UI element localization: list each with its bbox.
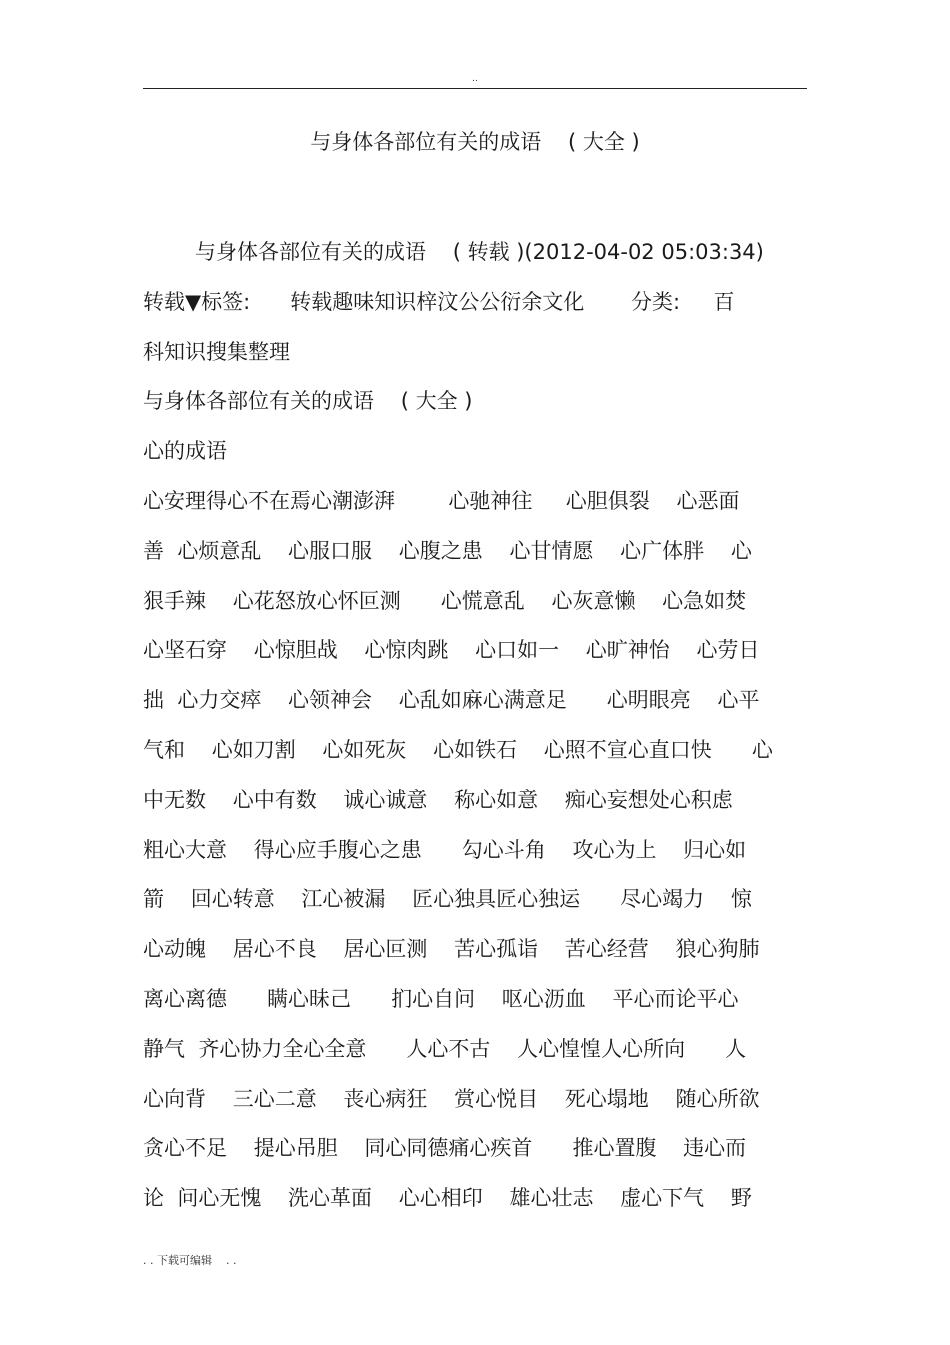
document-body — [143, 228, 793, 1224]
body-line: 静气 齐心协力全心全意 人心不古 人心惶惶人心所向 人 — [143, 1036, 747, 1061]
body-line: 心动魄 居心不良 居心叵测 苦心孤诣 苦心经营 狼心狗肺 — [143, 937, 760, 962]
body-line: 科知识搜集整理 — [143, 339, 290, 364]
section-heading: 心的成语 — [143, 439, 227, 464]
body-line: 箭 回心转意 江心被漏 匠心独具匠心独运 尽心竭力 惊 — [143, 887, 752, 912]
body-line: 离心离德 瞒心昧己 扪心自问 呕心沥血 平心而论平心 — [143, 986, 739, 1011]
document-title: 与身体各部位有关的成语 ( 大全 ) — [310, 130, 640, 154]
body-line: 气和 心如刀割 心如死灰 心如铁石 心照不宣心直口快 心 — [143, 737, 773, 762]
footer-mark: . . 下载可编辑 . . — [143, 1254, 237, 1267]
body-line: 贪心不足 提心吊胆 同心同德痛心疾首 推心置腹 违心而 — [143, 1136, 747, 1161]
body-line: 心安理得心不在焉心潮澎湃 心驰神往 心胆俱裂 心恶面 — [143, 488, 740, 513]
header-rule — [143, 88, 807, 89]
body-line: 粗心大意 得心应手腹心之患 勾心斗角 攻心为上 归心如 — [143, 837, 747, 862]
body-line: 善 心烦意乱 心服口服 心腹之患 心甘情愿 心广体胖 心 — [143, 538, 752, 563]
body-line: 转载▼标签: 转载趣味知识梓汶公公衍余文化 分类: 百 — [143, 289, 735, 314]
body-line: 与身体各部位有关的成语 ( 大全 ) — [143, 389, 473, 414]
body-line: 心向背 三心二意 丧心病狂 赏心悦目 死心塌地 随心所欲 — [143, 1086, 760, 1111]
body-line: 狠手辣 心花怒放心怀叵测 心慌意乱 心灰意懒 心急如焚 — [143, 588, 747, 613]
body-line: 与身体各部位有关的成语 ( 转载 )(2012-04-02 05:03:34) — [195, 240, 764, 264]
body-line: 中无数 心中有数 诚心诚意 称心如意 痴心妄想处心积虑 — [143, 787, 733, 812]
header-mark: .. — [472, 74, 478, 84]
body-line: 心坚石穿 心惊胆战 心惊肉跳 心口如一 心旷神怡 心劳日 — [143, 638, 760, 663]
body-line: 论 问心无愧 洗心革面 心心相印 雄心壮志 虚心下气 野 — [143, 1186, 752, 1211]
body-line: 拙 心力交瘁 心领神会 心乱如麻心满意足 心明眼亮 心平 — [143, 688, 760, 713]
